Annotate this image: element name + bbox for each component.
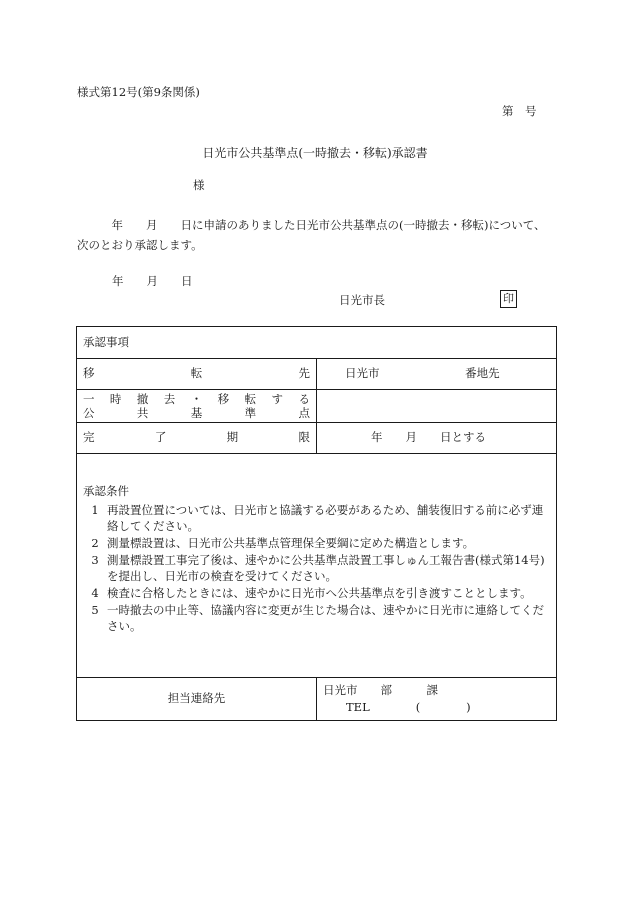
deadline-label: 完 了 期 限 [77, 423, 317, 454]
destination-row [77, 359, 557, 390]
page-title: 日光市公共基準点(一時撤去・移転)承認書 [202, 146, 428, 160]
condition-text: 再設置位置については、日光市と協議する必要があるため、舗装復旧する前に必ず連絡してください。 [107, 502, 544, 534]
target-value [317, 390, 557, 423]
condition-number: 1 [91, 502, 99, 517]
condition-item [83, 585, 550, 602]
issuer-name: 日光市長 [339, 293, 385, 307]
condition-text: 測量標設置は、日光市公共基準点管理保全要綱に定めた構造とします。 [107, 535, 475, 550]
approval-table [76, 326, 557, 721]
table-section-row [77, 327, 557, 359]
deadline-row [77, 423, 557, 454]
conditions-cell [77, 454, 557, 678]
condition-text: 測量標設置工事完了後は、速やかに公共基準点設置工事しゅん工報告書(様式第14号)を提出し、日光市の検査を受けてください。 [107, 552, 545, 584]
conditions-row [77, 454, 557, 678]
destination-suffix: 番地先 [465, 366, 500, 381]
condition-number: 5 [91, 602, 99, 617]
conditions-title: 承認条件 [83, 484, 129, 498]
addressee-suffix: 様 [193, 178, 205, 192]
condition-item [83, 502, 550, 535]
condition-item [83, 552, 550, 585]
contact-label: 担当連絡先 [77, 678, 317, 721]
condition-text: 一時撤去の中止等、協議内容に変更が生じた場合は、速やかに日光市に連絡してください。 [107, 602, 544, 634]
contact-value [317, 678, 557, 721]
condition-number: 4 [91, 585, 99, 600]
target-label-line2: 公共基準点 [83, 406, 310, 420]
contact-phone: TEL ( ) [323, 700, 471, 714]
condition-item [83, 535, 550, 552]
approval-paragraph: 年 月 日に申請のありました日光市公共基準点の(一時撤去・移転)について、次のとおり承認します。 [77, 218, 546, 252]
condition-number: 3 [91, 552, 99, 567]
section-title: 承認事項 [77, 327, 557, 359]
deadline-text: 年 月 日とする [371, 430, 486, 445]
condition-item [83, 602, 550, 635]
contact-department: 日光市 部 課 [323, 683, 438, 698]
deadline-value [317, 423, 557, 454]
seal-mark: 印 [500, 290, 517, 308]
approval-date: 年 月 日 [112, 274, 193, 288]
destination-value [317, 359, 557, 390]
document-number: 第 号 [502, 104, 537, 118]
condition-text: 検査に合格したときには、速やかに日光市へ公共基準点を引き渡すこととします。 [107, 585, 532, 600]
condition-number: 2 [91, 535, 99, 550]
form-number: 様式第12号(第9条関係) [77, 85, 200, 99]
target-row [77, 390, 557, 423]
target-label-line1: 一時撤去・移転する [83, 391, 310, 406]
destination-city: 日光市 [345, 366, 380, 381]
contact-row [77, 678, 557, 721]
destination-label: 移 転 先 [77, 359, 317, 390]
target-label [77, 390, 317, 423]
